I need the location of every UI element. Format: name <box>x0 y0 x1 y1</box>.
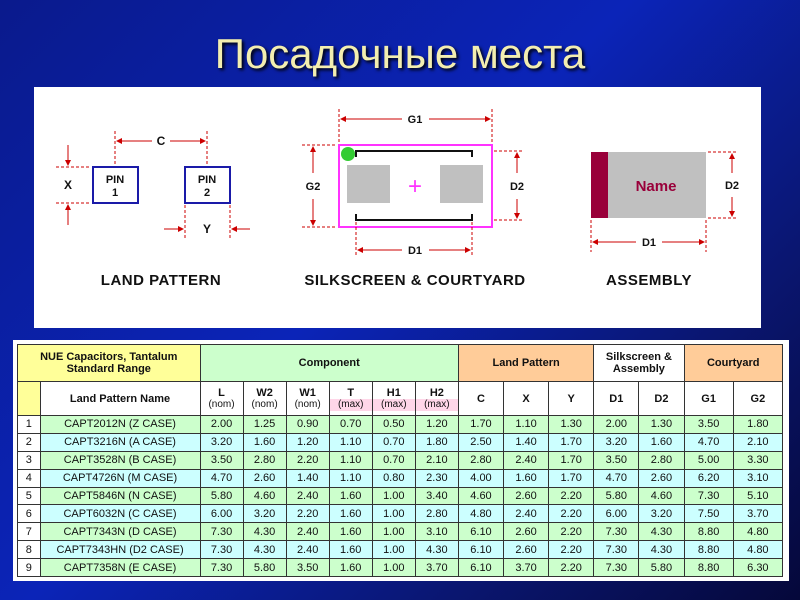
case-size-text: (Z CASE) <box>128 418 176 431</box>
column-header-label: D2 <box>654 392 669 405</box>
value-cell-h2: 2.30 <box>415 469 458 487</box>
value-cell-x: 2.60 <box>504 523 549 541</box>
pin-1-label-line2: 1 <box>111 187 119 199</box>
pin-2-label-line2: 2 <box>203 187 211 199</box>
specs-table <box>17 344 783 577</box>
value-cell-h2: 4.30 <box>415 541 458 559</box>
value-cell-t: 1.60 <box>329 487 372 505</box>
value-cell-h1: 0.80 <box>372 469 415 487</box>
assembly-d1-label: D1 <box>641 237 657 249</box>
value-cell-w2: 2.80 <box>243 451 286 469</box>
value-cell-d1: 7.30 <box>594 559 639 577</box>
footprint-diagram <box>34 87 761 328</box>
table-row <box>18 433 783 451</box>
column-header-label: C <box>477 392 485 405</box>
footprint-diagram-svg <box>34 87 761 328</box>
slide-title: Посадочные места <box>214 30 586 77</box>
value-cell-c: 4.60 <box>458 487 503 505</box>
value-cell-x: 2.60 <box>504 541 549 559</box>
value-cell-l: 6.00 <box>200 505 243 523</box>
value-cell-g2: 6.30 <box>733 559 782 577</box>
value-cell-c: 6.10 <box>458 559 503 577</box>
value-cell-t: 1.60 <box>329 505 372 523</box>
value-cell-w1: 2.20 <box>286 505 329 523</box>
table-row <box>18 559 783 577</box>
value-cell-g1: 4.70 <box>684 433 733 451</box>
assembly-caption: ASSEMBLY <box>606 272 692 289</box>
value-cell-c: 1.70 <box>458 416 503 434</box>
pin-1-marker-dot <box>341 147 355 161</box>
value-cell-g1: 7.30 <box>684 487 733 505</box>
column-header-g1 <box>684 382 733 416</box>
value-cell-h1: 0.70 <box>372 433 415 451</box>
column-header-unit: (max) <box>330 399 372 411</box>
value-cell-g2: 4.80 <box>733 541 782 559</box>
value-cell-g1: 8.80 <box>684 541 733 559</box>
silkscreen-bottom <box>356 214 472 220</box>
value-cell-c: 4.00 <box>458 469 503 487</box>
row-number: 6 <box>18 505 41 523</box>
value-cell-y: 1.70 <box>549 469 594 487</box>
land-pattern-name <box>40 505 200 523</box>
column-header-row <box>18 382 783 416</box>
column-header-h1 <box>372 382 415 416</box>
land-pattern-name-text: CAPT6032N <box>63 507 129 520</box>
value-cell-g2: 5.10 <box>733 487 782 505</box>
value-cell-g2: 4.80 <box>733 523 782 541</box>
specs-table-panel <box>13 340 789 581</box>
polarity-band <box>591 152 608 218</box>
silkscreen-top <box>356 151 472 157</box>
column-header-label: G2 <box>750 392 766 405</box>
dim-d2-label: D2 <box>509 181 525 193</box>
value-cell-c: 2.80 <box>458 451 503 469</box>
silkscreen-pad-left <box>347 165 390 203</box>
value-cell-x: 2.40 <box>504 505 549 523</box>
land-pattern-name <box>40 487 200 505</box>
assembly-d2-label: D2 <box>724 180 740 192</box>
value-cell-d1: 2.00 <box>594 416 639 434</box>
value-cell-d1: 7.30 <box>594 523 639 541</box>
land-pattern-name-text: CAPT3528N <box>63 454 129 467</box>
land-pattern-name <box>40 416 200 434</box>
case-size-text: (C CASE) <box>128 507 177 520</box>
land-pattern-name-text: CAPT4726N <box>62 472 128 485</box>
case-size-text: (E CASE) <box>128 561 177 574</box>
value-cell-g1: 8.80 <box>684 523 733 541</box>
value-cell-w1: 2.40 <box>286 541 329 559</box>
land-pattern-name <box>40 469 200 487</box>
value-cell-h1: 1.00 <box>372 505 415 523</box>
value-cell-y: 1.70 <box>549 451 594 469</box>
name-column-header: Land Pattern Name <box>40 382 200 416</box>
value-cell-d2: 1.60 <box>639 433 684 451</box>
value-cell-w2: 1.25 <box>243 416 286 434</box>
group-header-silkscreen-line2: Assembly <box>612 363 665 375</box>
land-pattern-name-text: CAPT7343N <box>63 525 129 538</box>
value-cell-h2: 1.80 <box>415 433 458 451</box>
value-cell-c: 6.10 <box>458 541 503 559</box>
column-header-label: D1 <box>609 392 624 405</box>
column-header-w1 <box>286 382 329 416</box>
value-cell-t: 1.10 <box>329 451 372 469</box>
value-cell-l: 5.80 <box>200 487 243 505</box>
value-cell-g2: 3.30 <box>733 451 782 469</box>
value-cell-w2: 2.60 <box>243 469 286 487</box>
value-cell-y: 2.20 <box>549 541 594 559</box>
column-header-x <box>504 382 549 416</box>
value-cell-x: 1.10 <box>504 416 549 434</box>
table-row <box>18 416 783 434</box>
table-body <box>18 416 783 577</box>
land-pattern-group <box>56 131 250 289</box>
table-title-line1: NUE Capacitors, Tantalum <box>40 351 178 363</box>
land-pattern-name <box>40 433 200 451</box>
value-cell-w2: 5.80 <box>243 559 286 577</box>
value-cell-h2: 3.10 <box>415 523 458 541</box>
value-cell-y: 2.20 <box>549 505 594 523</box>
value-cell-l: 7.30 <box>200 559 243 577</box>
table-row <box>18 505 783 523</box>
pin-2-label-line1: PIN <box>197 174 217 186</box>
row-number: 4 <box>18 469 41 487</box>
column-header-unit: (nom) <box>294 398 321 410</box>
row-number: 9 <box>18 559 41 577</box>
value-cell-d2: 2.80 <box>639 451 684 469</box>
value-cell-t: 0.70 <box>329 416 372 434</box>
case-size-text: (D2 CASE) <box>129 543 184 556</box>
column-header-h2 <box>415 382 458 416</box>
land-pattern-name-text: CAPT5846N <box>63 489 129 502</box>
case-size-text: (N CASE) <box>128 489 177 502</box>
column-header-c <box>458 382 503 416</box>
value-cell-g2: 1.80 <box>733 416 782 434</box>
value-cell-w1: 0.90 <box>286 416 329 434</box>
value-cell-y: 2.20 <box>549 487 594 505</box>
value-cell-h1: 1.00 <box>372 559 415 577</box>
value-cell-h1: 0.70 <box>372 451 415 469</box>
column-header-label: X <box>522 392 530 405</box>
center-mark: + <box>407 173 423 200</box>
value-cell-h2: 2.80 <box>415 505 458 523</box>
row-number: 1 <box>18 416 41 434</box>
value-cell-h2: 3.40 <box>415 487 458 505</box>
dim-d1-label: D1 <box>407 245 423 257</box>
column-header-y <box>549 382 594 416</box>
value-cell-l: 3.50 <box>200 451 243 469</box>
row-number: 3 <box>18 451 41 469</box>
value-cell-x: 1.40 <box>504 433 549 451</box>
case-size-text: (D CASE) <box>128 525 177 538</box>
column-header-t <box>329 382 372 416</box>
value-cell-g2: 3.10 <box>733 469 782 487</box>
land-pattern-name <box>40 523 200 541</box>
value-cell-x: 3.70 <box>504 559 549 577</box>
value-cell-y: 1.70 <box>549 433 594 451</box>
value-cell-w1: 2.20 <box>286 451 329 469</box>
value-cell-h1: 1.00 <box>372 541 415 559</box>
silkscreen-caption: SILKSCREEN & COURTYARD <box>304 272 526 289</box>
table-row <box>18 541 783 559</box>
column-header-label: W2 <box>256 386 273 399</box>
land-pattern-name-text: CAPT2012N <box>64 418 129 431</box>
value-cell-y: 1.30 <box>549 416 594 434</box>
value-cell-y: 2.20 <box>549 559 594 577</box>
value-cell-d1: 6.00 <box>594 505 639 523</box>
column-header-g2 <box>733 382 782 416</box>
dim-g1-label: G1 <box>407 114 423 126</box>
value-cell-t: 1.10 <box>329 433 372 451</box>
row-number: 7 <box>18 523 41 541</box>
value-cell-g1: 6.20 <box>684 469 733 487</box>
silkscreen-pad-right <box>440 165 483 203</box>
group-header-silkscreen-line1: Silkscreen & <box>605 351 672 363</box>
value-cell-c: 4.80 <box>458 505 503 523</box>
dim-x-label: X <box>63 178 73 192</box>
column-header-label: L <box>218 386 225 399</box>
land-pattern-name <box>40 451 200 469</box>
group-header-courtyard: Courtyard <box>684 345 782 382</box>
value-cell-x: 2.40 <box>504 451 549 469</box>
column-header-label: Y <box>567 392 575 405</box>
value-cell-x: 1.60 <box>504 469 549 487</box>
column-header-d1 <box>594 382 639 416</box>
value-cell-d1: 4.70 <box>594 469 639 487</box>
table-title-line2: Standard Range <box>66 363 151 375</box>
value-cell-g1: 5.00 <box>684 451 733 469</box>
group-header-component: Component <box>200 345 458 382</box>
dim-g2-label: G2 <box>305 181 321 193</box>
row-number: 2 <box>18 433 41 451</box>
value-cell-w2: 1.60 <box>243 433 286 451</box>
value-cell-g1: 7.50 <box>684 505 733 523</box>
case-size-text: (A CASE) <box>128 436 176 449</box>
value-cell-w1: 1.20 <box>286 433 329 451</box>
row-number: 8 <box>18 541 41 559</box>
value-cell-l: 4.70 <box>200 469 243 487</box>
value-cell-l: 7.30 <box>200 541 243 559</box>
land-pattern-name-text: CAPT7358N <box>63 561 129 574</box>
silkscreen-group <box>302 109 526 289</box>
value-cell-w2: 4.30 <box>243 541 286 559</box>
dim-y-label: Y <box>202 222 212 236</box>
value-cell-w1: 2.40 <box>286 523 329 541</box>
value-cell-d2: 5.80 <box>639 559 684 577</box>
value-cell-g1: 8.80 <box>684 559 733 577</box>
value-cell-w1: 3.50 <box>286 559 329 577</box>
column-header-unit: (max) <box>416 399 458 411</box>
value-cell-d2: 2.60 <box>639 469 684 487</box>
column-header-unit: (nom) <box>208 398 235 410</box>
value-cell-g2: 3.70 <box>733 505 782 523</box>
value-cell-l: 7.30 <box>200 523 243 541</box>
dim-c-label: C <box>156 134 166 148</box>
value-cell-w2: 4.60 <box>243 487 286 505</box>
table-row <box>18 487 783 505</box>
value-cell-g2: 2.10 <box>733 433 782 451</box>
row-number-header <box>18 382 41 416</box>
column-header-l <box>200 382 243 416</box>
table-row <box>18 451 783 469</box>
value-cell-c: 6.10 <box>458 523 503 541</box>
land-pattern-caption: LAND PATTERN <box>100 272 222 289</box>
column-header-unit: (nom) <box>251 398 278 410</box>
value-cell-l: 3.20 <box>200 433 243 451</box>
value-cell-d1: 5.80 <box>594 487 639 505</box>
value-cell-d2: 1.30 <box>639 416 684 434</box>
value-cell-w2: 4.30 <box>243 523 286 541</box>
assembly-name-label: Name <box>635 178 677 195</box>
land-pattern-name <box>40 541 200 559</box>
group-header-land-pattern: Land Pattern <box>458 345 593 382</box>
case-size-text: (M CASE) <box>127 472 178 485</box>
row-number: 5 <box>18 487 41 505</box>
assembly-group <box>591 152 739 289</box>
value-cell-t: 1.60 <box>329 541 372 559</box>
pin-1-label-line1: PIN <box>105 174 125 186</box>
value-cell-d2: 4.30 <box>639 541 684 559</box>
land-pattern-name-text: CAPT7343HN <box>56 543 130 556</box>
land-pattern-name-text: CAPT3216N <box>64 436 129 449</box>
value-cell-h2: 1.20 <box>415 416 458 434</box>
table-row <box>18 523 783 541</box>
column-header-label: H1 <box>386 386 401 399</box>
column-header-w2 <box>243 382 286 416</box>
column-header-label: H2 <box>429 386 444 399</box>
table-row <box>18 469 783 487</box>
column-header-label: T <box>347 386 355 399</box>
land-pattern-name <box>40 559 200 577</box>
case-size-text: (B CASE) <box>128 454 177 467</box>
column-header-label: G1 <box>701 392 716 405</box>
value-cell-d1: 7.30 <box>594 541 639 559</box>
value-cell-h2: 2.10 <box>415 451 458 469</box>
value-cell-h1: 0.50 <box>372 416 415 434</box>
group-header-silkscreen <box>594 345 684 382</box>
value-cell-t: 1.60 <box>329 523 372 541</box>
value-cell-l: 2.00 <box>200 416 243 434</box>
value-cell-d1: 3.20 <box>594 433 639 451</box>
value-cell-h1: 1.00 <box>372 523 415 541</box>
value-cell-d1: 3.50 <box>594 451 639 469</box>
value-cell-d2: 4.30 <box>639 523 684 541</box>
value-cell-w1: 2.40 <box>286 487 329 505</box>
table-title-cell <box>18 345 201 382</box>
column-header-label: W1 <box>299 386 316 399</box>
value-cell-d2: 3.20 <box>639 505 684 523</box>
value-cell-d2: 4.60 <box>639 487 684 505</box>
value-cell-h1: 1.00 <box>372 487 415 505</box>
value-cell-t: 1.60 <box>329 559 372 577</box>
value-cell-y: 2.20 <box>549 523 594 541</box>
column-header-d2 <box>639 382 684 416</box>
value-cell-w2: 3.20 <box>243 505 286 523</box>
column-header-unit: (max) <box>373 399 415 411</box>
value-cell-h2: 3.70 <box>415 559 458 577</box>
value-cell-c: 2.50 <box>458 433 503 451</box>
value-cell-t: 1.10 <box>329 469 372 487</box>
value-cell-x: 2.60 <box>504 487 549 505</box>
value-cell-w1: 1.40 <box>286 469 329 487</box>
value-cell-g1: 3.50 <box>684 416 733 434</box>
